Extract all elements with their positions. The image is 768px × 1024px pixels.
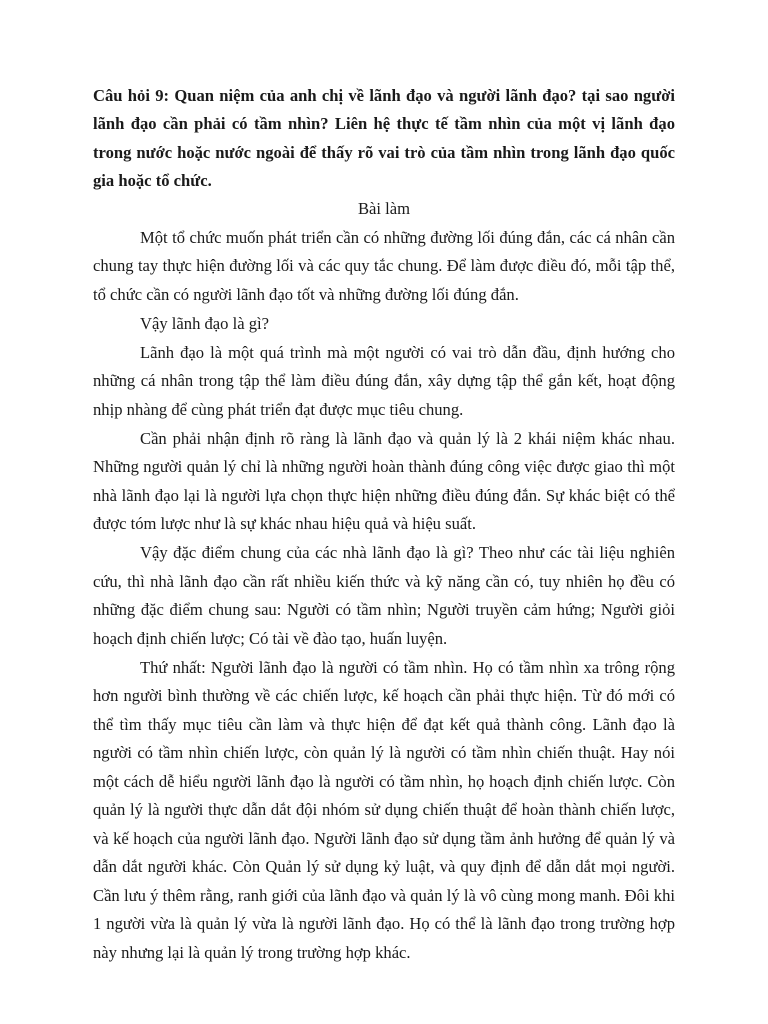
paragraph-3: Lãnh đạo là một quá trình mà một người có vai trò dẫn đầu, định hướng cho những cá nhân trong tập thể làm điều đúng đắn, xây dựng tập thể gắn kết, hoạt động nhịp nhàng để cùng phát triển đạt được mục tiêu chung.: [93, 342, 675, 419]
paragraph-6: Thứ nhất: Người lãnh đạo là người có tầm nhìn. Họ có tầm nhìn xa trông rộng hơn người bình thường về các chiến lược, kế hoạch cần phải thực hiện. Từ đó mới có thể tìm thấy mục tiêu cần làm và thực hiện để đạt kết quả thành công. Lãnh đạo là người có tầm nhìn chiến lược, còn quản lý là người có tầm nhìn chiến thuật. Hay nói một cách dễ hiểu người lãnh đạo là người có tầm nhìn, họ hoạch định chiến lược. Còn quản lý là người thực dẫn dắt đội nhóm sử dụng chiến thuật để hoàn thành chiến lược, và kế hoạch của người lãnh đạo. Người lãnh đạo sử dụng tầm ảnh hưởng để quản lý và dẫn dắt người khác. Còn Quản lý sử dụng kỷ luật, và quy định để dẫn dắt mọi người. Cần lưu ý thêm rằng, ranh giới của lãnh đạo và quản lý là vô cùng mong manh. Đôi khi 1 người vừa là quản lý vừa là người lãnh đạo. Họ có thể là lãnh đạo trong trường hợp này nhưng lại là quản lý trong trường hợp khác.: [93, 657, 675, 962]
section-heading: Bài làm: [357, 199, 411, 219]
paragraph-1: Một tổ chức muốn phát triển cần có những đường lối đúng đắn, các cá nhân cần chung tay thực hiện đường lối và các quy tắc chung. Để làm được điều đó, mỗi tập thể, tổ chức cần có người lãnh đạo tốt và những đường lối đúng đắn.: [93, 227, 675, 304]
question-text: Câu hỏi 9: Quan niệm của anh chị về lãnh đạo và người lãnh đạo? tại sao người lãnh đạo cần phải có tầm nhìn? Liên hệ thực tế tầm nhìn của một vị lãnh đạo trong nước hoặc nước ngoài để thấy rõ vai trò của tầm nhìn trong lãnh đạo quốc gia hoặc tổ chức.: [93, 86, 675, 190]
paragraph-5: Vậy đặc điểm chung của các nhà lãnh đạo là gì? Theo như các tài liệu nghiên cứu, thì nhà lãnh đạo cần rất nhiều kiến thức và kỹ năng cần có, tuy nhiên họ đều có những đặc điểm chung sau: Người có tầm nhìn; Người truyền cảm hứng; Người giỏi hoạch định chiến lược; Có tài về đào tạo, huấn luyện.: [93, 543, 675, 648]
document-page: [93, 82, 675, 967]
paragraph-2: Vậy lãnh đạo là gì?: [140, 313, 270, 333]
paragraph-4: Cần phải nhận định rõ ràng là lãnh đạo và quản lý là 2 khái niệm khác nhau. Những người quản lý chỉ là những người hoàn thành đúng công việc được giao thì một nhà lãnh đạo lại là người lựa chọn thực hiện những điều đúng đắn. Sự khác biệt có thể được tóm lược như là sự khác nhau hiệu quả và hiệu suất.: [93, 428, 675, 534]
